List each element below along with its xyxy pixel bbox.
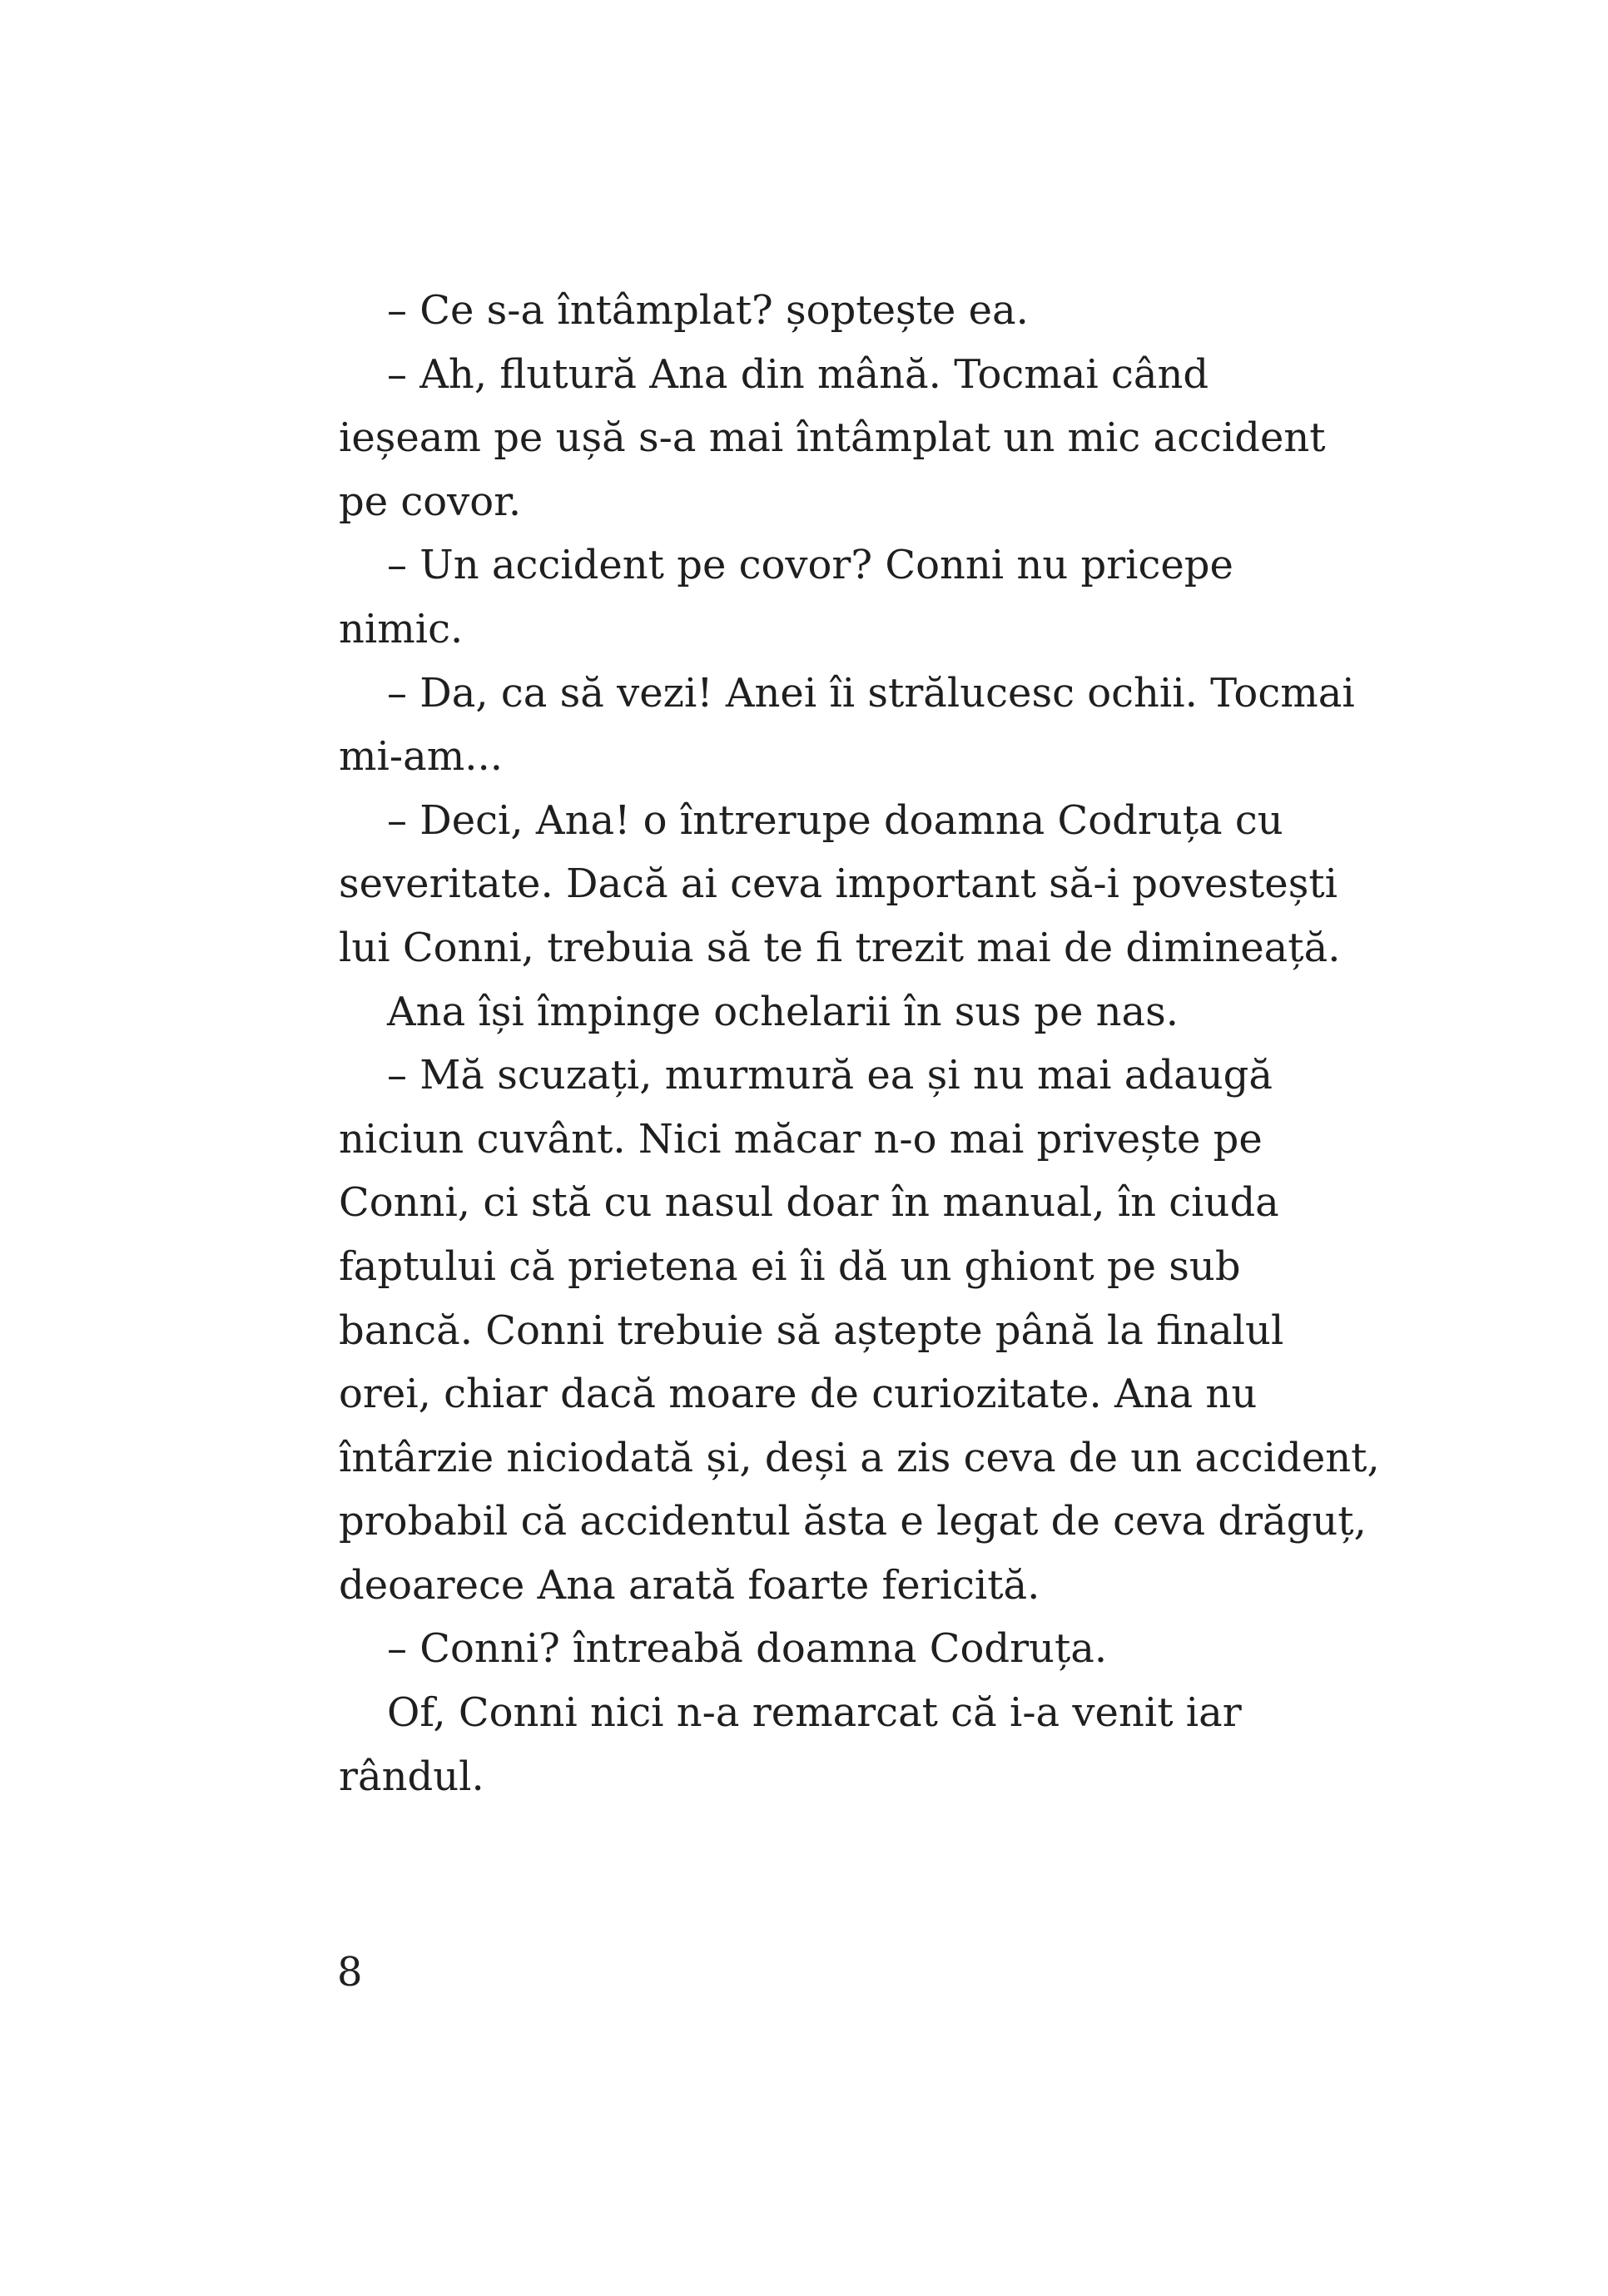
text-line: probabil că accidentul ăsta e legat de ceva drăguț, (339, 1498, 1367, 1545)
text-line: – Da, ca să vezi! Anei îi strălucesc ochii. Tocmai (387, 669, 1355, 717)
text-line: deoarece Ana arată foarte fericită. (339, 1561, 1040, 1609)
text-line: lui Conni, trebuia să te fi trezit mai de dimineață. (339, 924, 1341, 971)
text-line: pe covor. (339, 478, 522, 525)
text-line: – Ce s-a întâmplat? șoptește ea. (387, 287, 1029, 334)
body-text (339, 279, 1380, 1808)
text-line: Ana își împinge ochelarii în sus pe nas. (387, 988, 1179, 1035)
text-line: severitate. Dacă ai ceva important să-i povestești (339, 860, 1338, 908)
text-line: mi-am... (339, 733, 503, 781)
text-line: Conni, ci stă cu nasul doar în manual, în ciuda (339, 1179, 1279, 1227)
text-line: faptului că prietena ei îi dă un ghiont pe sub (339, 1242, 1241, 1290)
page-number: 8 (337, 1949, 363, 1996)
text-line: întârzie niciodată și, deși a zis ceva de un accident, (339, 1434, 1380, 1481)
text-line: orei, chiar dacă moare de curiozitate. Ana nu (339, 1371, 1258, 1418)
text-line: ieșeam pe ușă s-a mai întâmplat un mic accident (339, 414, 1326, 462)
text-line: bancă. Conni trebuie să aștepte până la finalul (339, 1307, 1284, 1354)
text-line: – Ah, flutură Ana din mână. Tocmai când (387, 350, 1209, 398)
text-line: – Mă scuzați, murmură ea și nu mai adaugă (387, 1052, 1273, 1099)
text-line: Of, Conni nici n-a remarcat că i-a venit iar (387, 1689, 1242, 1737)
text-line: nimic. (339, 605, 464, 652)
text-line: niciun cuvânt. Nici măcar n-o mai privește pe (339, 1115, 1263, 1163)
text-line: – Un accident pe covor? Conni nu pricepe (387, 542, 1233, 589)
text-line: – Conni? întreabă doamna Codruța. (387, 1625, 1108, 1673)
text-line: – Deci, Ana! o întrerupe doamna Codruța cu (387, 796, 1283, 844)
text-line: rândul. (339, 1753, 484, 1800)
